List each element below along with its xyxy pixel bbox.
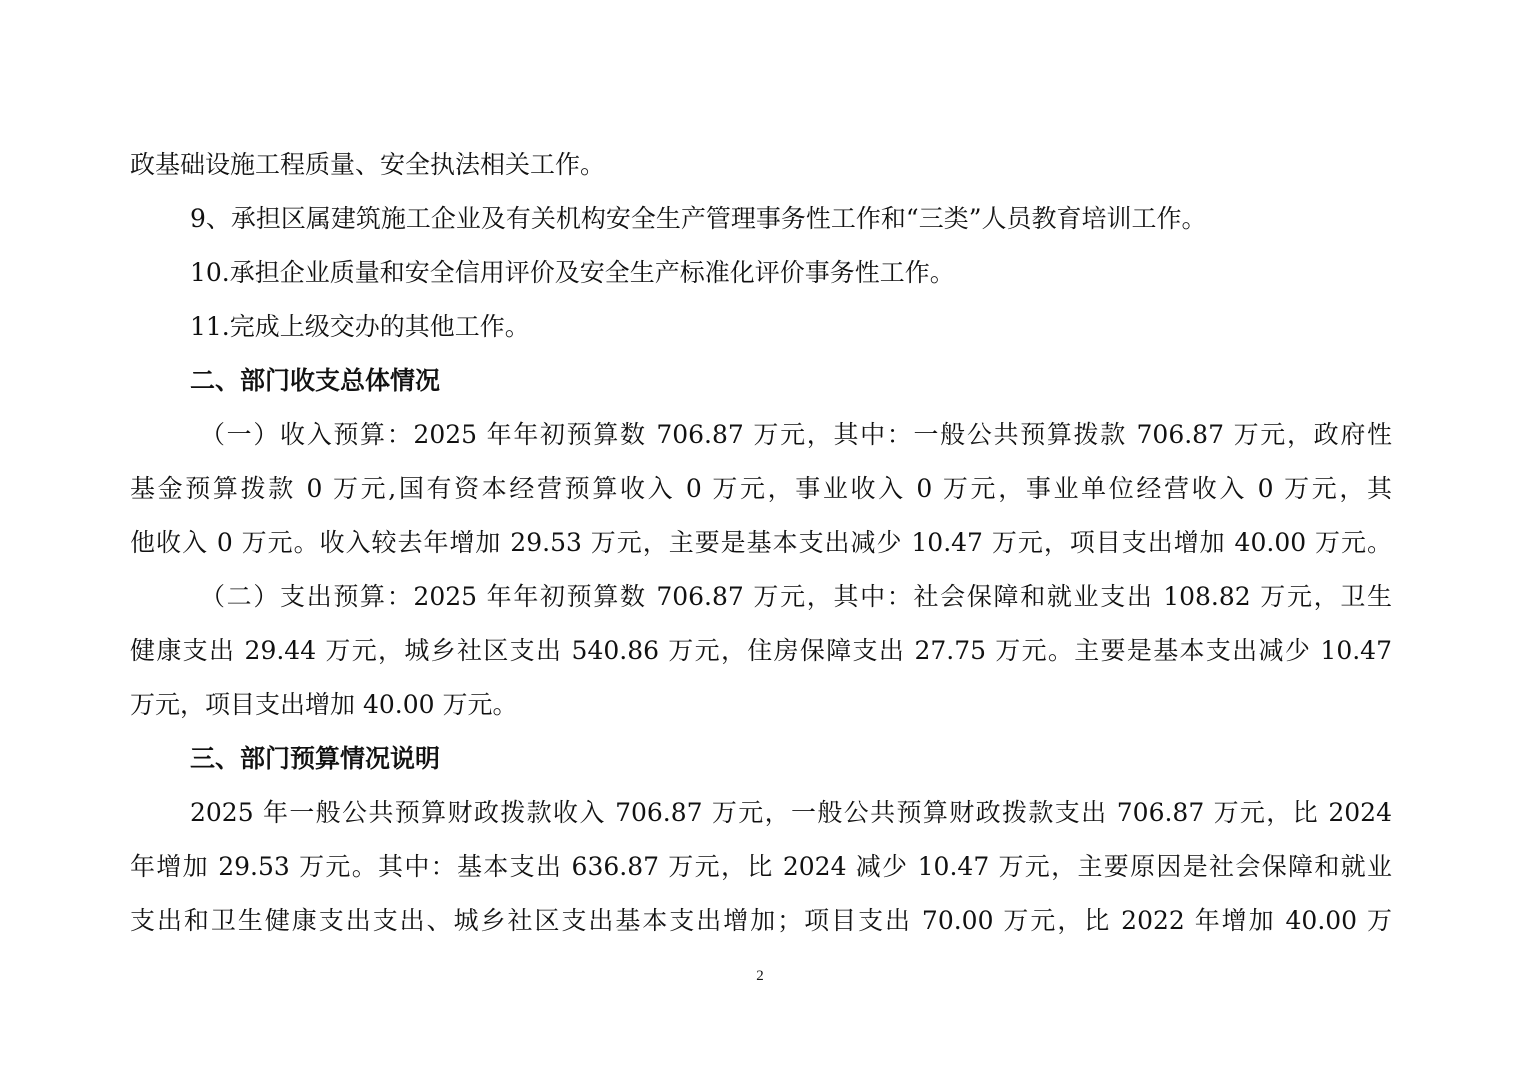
page-number: 2 [756, 968, 764, 984]
paragraph-line: 政基础设施工程质量、安全执法相关工作。 [130, 150, 606, 179]
paragraph-line: 10.承担企业质量和安全信用评价及安全生产标准化评价事务性工作。 [190, 258, 955, 287]
paragraph-line: 基金预算拨款 0 万元,国有资本经营预算收入 0 万元，事业收入 0 万元，事业单位经营收入 0 万元，其 [130, 474, 1392, 503]
paragraph-line: 他收入 0 万元。收入较去年增加 29.53 万元，主要是基本支出减少 10.47 万元，项目支出增加 40.00 万元。 [130, 528, 1392, 557]
paragraph-line: 万元，项目支出增加 40.00 万元。 [130, 690, 518, 719]
document-body [130, 138, 1392, 948]
paragraph-line: （一）收入预算：2025 年年初预算数 706.87 万元，其中：一般公共预算拨款 706.87 万元，政府性 [200, 420, 1392, 449]
paragraph-line: 9、承担区属建筑施工企业及有关机构安全生产管理事务性工作和“三类”人员教育培训工作。 [190, 204, 1207, 233]
paragraph-line: 健康支出 29.44 万元，城乡社区支出 540.86 万元，住房保障支出 27.75 万元。主要是基本支出减少 10.47 [130, 636, 1392, 665]
paragraph-line: 年增加 29.53 万元。其中：基本支出 636.87 万元，比 2024 减少 10.47 万元，主要原因是社会保障和就业 [130, 852, 1392, 881]
paragraph-line: 2025 年一般公共预算财政拨款收入 706.87 万元，一般公共预算财政拨款支出 706.87 万元，比 2024 [190, 798, 1392, 827]
paragraph-line: 支出和卫生健康支出支出、城乡社区支出基本支出增加；项目支出 70.00 万元，比 2022 年增加 40.00 万 [130, 906, 1392, 935]
paragraph-line: （二）支出预算：2025 年年初预算数 706.87 万元，其中：社会保障和就业支出 108.82 万元，卫生 [200, 582, 1392, 611]
section-heading: 二、部门收支总体情况 [190, 366, 441, 395]
section-heading: 三、部门预算情况说明 [190, 744, 441, 773]
paragraph-line: 11.完成上级交办的其他工作。 [190, 312, 530, 341]
